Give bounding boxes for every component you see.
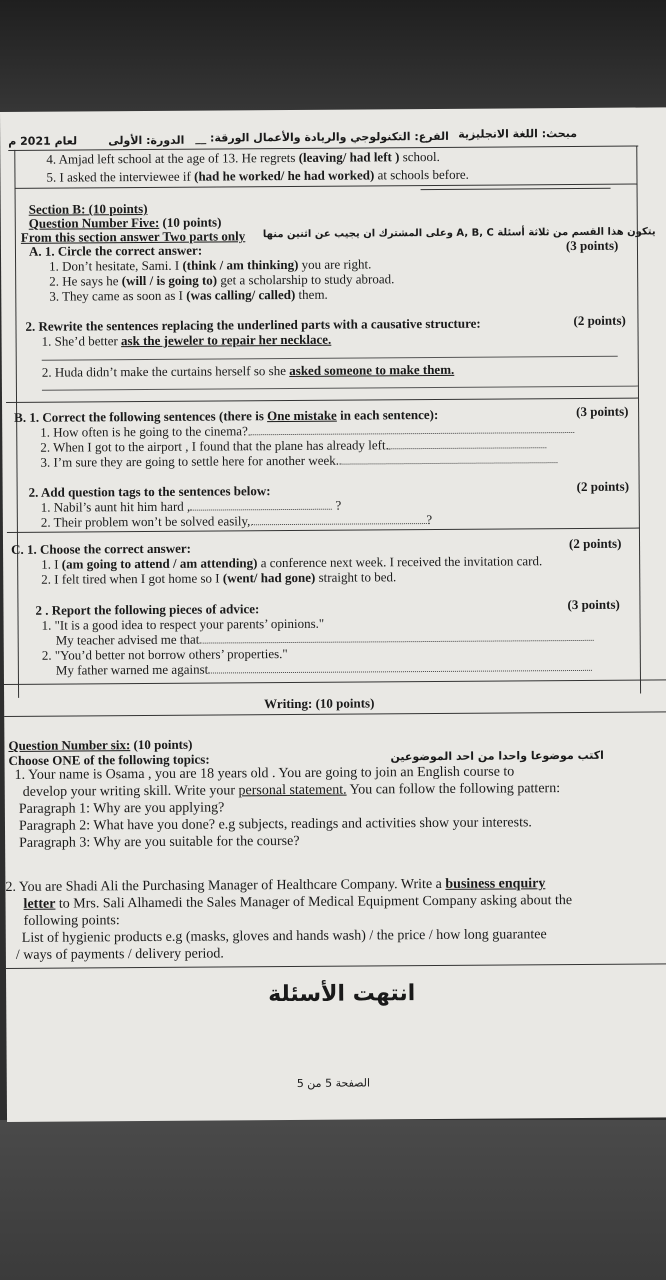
a2-title: 2. Rewrite the sentences replacing the underlined parts with a causative structure: [25, 315, 481, 334]
b2-item-1: 1. Nabil’s aunt hit him hard , ? [40, 497, 342, 515]
exam-paper [0, 107, 666, 1122]
b1-title: B. 1. Correct the following sentences (there is One mistake in each sentence): [14, 406, 439, 425]
item-5: 5. I asked the interviewee if (had he worked/ he had worked) at schools before. [46, 166, 469, 185]
rule [6, 398, 639, 403]
section-b-title: Section B: (10 points) [28, 200, 148, 217]
header-session: الدورة: الأولى [108, 133, 185, 148]
end-of-questions: انتهت الأسئلة [268, 981, 416, 1008]
writing-title: Writing: (10 points) [264, 695, 375, 712]
c1-points: (2 points) [568, 535, 622, 552]
background-bottom [0, 1120, 666, 1280]
b1-item-2: 2. When I got to the airport , I found that the plane has already left. [40, 436, 547, 455]
choose-instruction-arabic: اكتب موضوعا واحدا من احد الموضوعين [390, 748, 604, 764]
c1-item-1: 1. I (am going to attend / am attending) a conference next week. I received the invitation card. [41, 553, 543, 572]
section-instruction-arabic: يتكون هذا القسم من ثلاثة أسئلة A, B, C وعلى المشترك ان يجيب عن اثنين منها [262, 226, 656, 241]
topic-2-line-2: letter to Mrs. Sali Alhamedi the Sales Manager of Medical Equipment Company asking about the [23, 893, 573, 912]
rule [6, 963, 666, 969]
a2-item-2: 2. Huda didn’t make the curtains herself so she asked someone to make them. [41, 361, 455, 380]
c2-item-2-prompt: My father warned me against [56, 659, 592, 678]
c2-title: 2 . Report the following pieces of advice: [35, 601, 260, 618]
c2-points: (3 points) [567, 596, 620, 613]
section-instruction: From this section answer Two parts only [20, 228, 246, 245]
rule-short [421, 188, 611, 190]
b1-points: (3 points) [576, 403, 629, 419]
item-4: 4. Amjad left school at the age of 13. He regrets (leaving/ had left ) school. [46, 148, 440, 167]
answer-line [42, 386, 638, 391]
a1-points: (3 points) [565, 237, 619, 254]
b2-item-2: 2. Their problem won’t be solved easily, ? [40, 511, 433, 530]
header-year: لعام 2021 م [8, 134, 78, 148]
topic-1-line-2: develop your writing skill. Write your personal statement. You can follow the following pattern: [22, 781, 561, 800]
c2-item-2: 2. "You’d better not borrow others’ properties." [41, 646, 288, 663]
c1-title: C. 1. Choose the correct answer: [11, 540, 192, 557]
rule [4, 711, 666, 717]
a2-item-1: 1. She’d better ask the jeweler to repair her necklace. [41, 331, 332, 349]
answer-line [42, 356, 618, 361]
header-branch: الفرع: التكنولوجي والريادة والأعمال الورقة: __ [195, 129, 449, 145]
a1-item-2: 2. He says he (will / is going to) get a scholarship to study abroad. [49, 271, 395, 289]
topic-2-line-5: / ways of payments / delivery period. [15, 946, 224, 963]
topic-1-paragraph-2: Paragraph 2: What have you done? e.g subjects, readings and activities show your interests. [18, 815, 532, 834]
a1-item-3: 3. They came as soon as I (was calling/ called) them. [49, 286, 328, 304]
topic-2-line-3: following points: [23, 913, 120, 929]
b1-item-3: 3. I’m sure they are going to settle here for another week. [40, 451, 557, 470]
b2-title: 2. Add question tags to the sentences below: [28, 483, 271, 500]
question-five: Question Number Five: (10 points) [28, 214, 222, 231]
a1-title: A. 1. Circle the correct answer: [28, 242, 203, 259]
topic-2-line-4: List of hygienic products e.g (masks, gloves and hands wash) / the price / how long guarantee [21, 927, 547, 946]
topic-1-line-1: 1. Your name is Osama , you are 18 years old . You are going to join an English course to [14, 764, 515, 783]
a2-points: (2 points) [573, 312, 626, 329]
c1-item-2: 2. I felt tired when I got home so I (went/ had gone) straight to bed. [41, 569, 397, 587]
topic-2-line-1: 2. You are Shadi Ali the Purchasing Manager of Healthcare Company. Write a business enquiry [5, 876, 546, 895]
b2-points: (2 points) [576, 478, 630, 494]
b1-item-1: 1. How often is he going to the cinema? [40, 421, 574, 440]
header-subject: مبحث: اللغة الانجليزية [458, 126, 578, 141]
question-six: Question Number six: (10 points) [8, 736, 193, 753]
page-number: الصفحة 5 من 5 [296, 1076, 371, 1090]
c2-item-1: 1. "It is a good idea to respect your parents’ opinions." [41, 615, 325, 633]
topic-1-paragraph-1: Paragraph 1: Why are you applying? [18, 800, 225, 817]
c2-item-1-prompt: My teacher advised me that [56, 629, 594, 648]
topic-1-paragraph-3: Paragraph 3: Why are you suitable for the course? [19, 833, 300, 851]
rule [4, 679, 666, 685]
a1-item-1: 1. Don’t hesitate, Sami. I (think / am thinking) you are right. [49, 256, 372, 274]
choose-instruction: Choose ONE of the following topics: [8, 751, 210, 768]
